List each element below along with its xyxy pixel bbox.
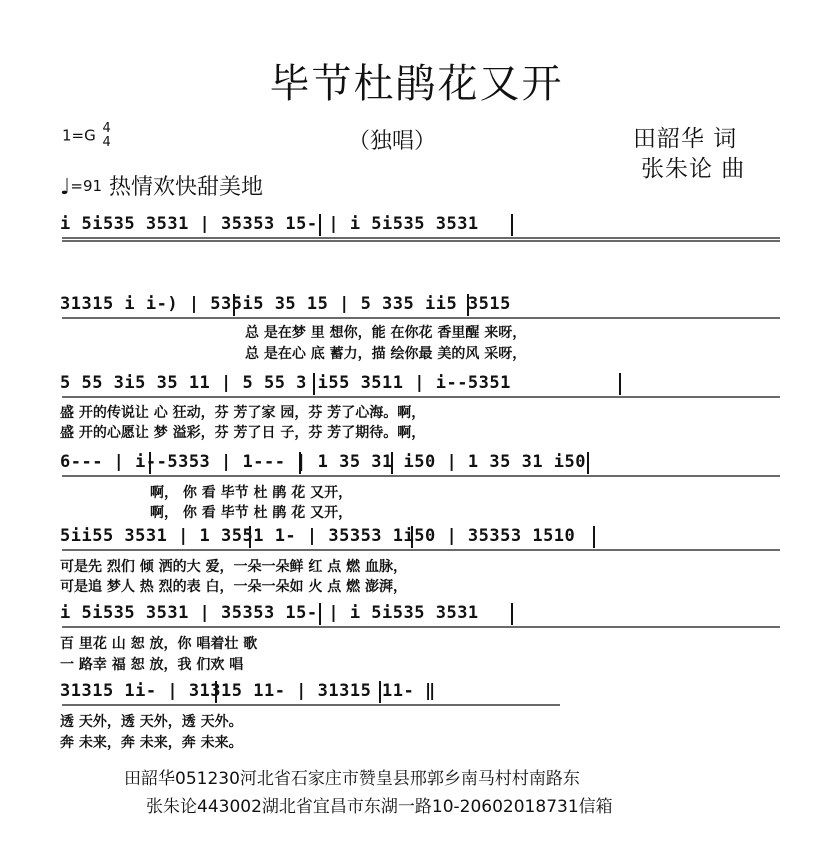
lyric-row-2-verse-1: 总 是在梦 里 想你，能 在你花 香里醒 来呀，	[245, 325, 527, 341]
meter-bottom: 4	[102, 135, 111, 150]
lyricist-credit: 田韶华 词	[633, 126, 738, 152]
song-subtitle: （独唱）	[348, 129, 437, 154]
staff-row-4: 6--- | i--5353 | 1--- | 1 35 31 i50 | 1 35 31 i50	[60, 452, 587, 472]
staff-row-5: 5ii55 3531 | 1 3551 1- | 35353 1i50 | 35353 1510	[60, 526, 576, 546]
quarter-note-icon: ♩	[60, 175, 71, 200]
staff-row-7: 31315 1i- | 31315 11- | 31315 11- ‖	[60, 681, 436, 701]
staff-row-2: 31315 i i-) | 535i5 35 15 | 5 335 ii5 3515	[60, 294, 511, 314]
lyric-row-6-verse-1: 百 里花 山 恕 放，你 唱着壮 歌	[60, 636, 258, 652]
lyric-row-7-verse-2: 奔 未来，奔 未来，奔 未来。	[60, 735, 243, 751]
expression-text: 热情欢快甜美地	[109, 175, 264, 200]
lyric-row-3-verse-2: 盛 开的心愿让 梦 溢彩，芬 芳了日 子，芬 芳了期待。啊，	[60, 425, 426, 441]
lyric-row-5-verse-2: 可是追 梦人 热 烈的表 白，一朵一朵如 火 点 燃 澎湃，	[60, 579, 407, 595]
staff-row-1: i 5i535 3531 | 35353 15- | i 5i535 3531	[60, 214, 479, 234]
lyric-row-4-verse-1: 啊， 你 看 毕节 杜 鹃 花 又开，	[150, 485, 353, 501]
staff-row-6: i 5i535 3531 | 35353 15- | i 5i535 3531	[60, 603, 479, 623]
meter-top: 4	[102, 121, 111, 136]
staff-row-3: 5 55 3i5 35 11 | 5 55 3 i55 3511 | i--5351	[60, 373, 511, 393]
composer-credit: 张朱论 曲	[641, 156, 746, 182]
key-label: 1=G	[62, 126, 96, 145]
footer-address-composer: 张朱论443002湖北省宜昌市东湖一路10-20602018731信箱	[146, 797, 613, 817]
lyric-row-3-verse-1: 盛 开的传说让 心 狂动，芬 芳了家 园，芬 芳了心海。啊，	[60, 405, 426, 421]
lyric-row-5-verse-1: 可是先 烈们 倾 洒的大 爱，一朵一朵鲜 红 点 燃 血脉，	[60, 559, 407, 575]
lyric-row-4-verse-2: 啊， 你 看 毕节 杜 鹃 花 又开，	[150, 505, 353, 521]
lyric-row-2-verse-2: 总 是在心 底 蓄力，描 绘你最 美的风 采呀，	[245, 346, 527, 362]
tempo-bpm: =91	[70, 177, 103, 195]
song-title: 毕节杜鹃花又开	[269, 61, 564, 107]
lyric-row-6-verse-2: 一 路幸 福 恕 放，我 们欢 唱	[60, 657, 244, 673]
footer-address-lyricist: 田韶华051230河北省石家庄市赞皇县邢郭乡南马村村南路东	[124, 769, 580, 789]
lyric-row-7-verse-1: 透 天外，透 天外，透 天外。	[60, 714, 243, 730]
